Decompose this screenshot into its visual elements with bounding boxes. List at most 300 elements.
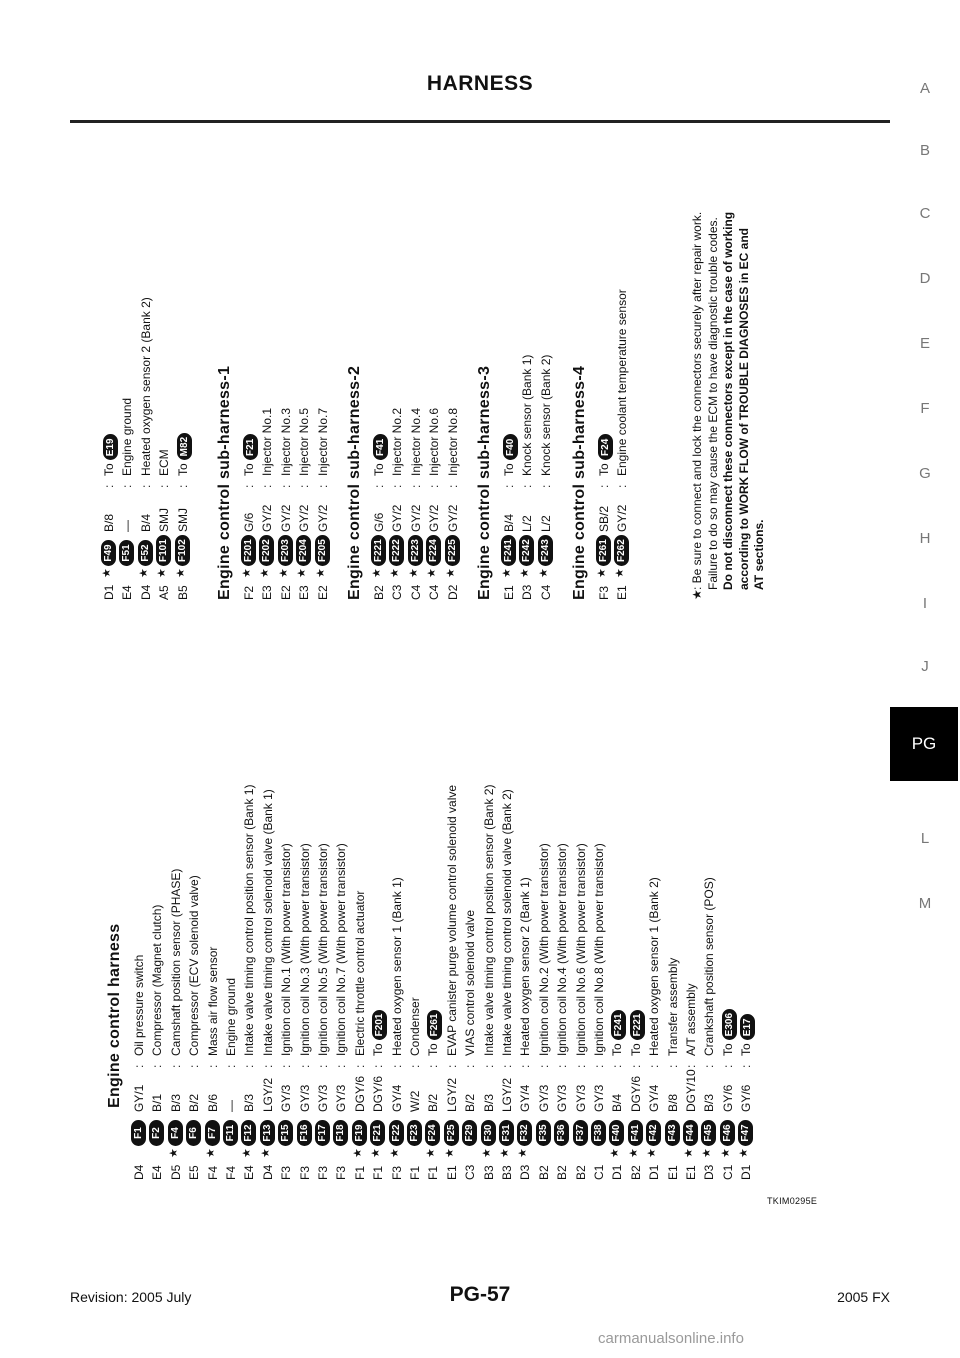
- separator: :: [316, 1064, 330, 1068]
- connector-description: Heated oxygen sensor 2 (Bank 2): [138, 297, 153, 476]
- separator: :: [389, 1064, 404, 1068]
- separator: :: [242, 1064, 257, 1068]
- connector-color: DGY/6: [371, 1075, 386, 1112]
- connector-number: F30: [481, 1120, 496, 1146]
- connector-description: Mass air flow sensor: [205, 946, 220, 1056]
- star-icon: ★: [425, 1148, 438, 1158]
- connector-color: B/1: [150, 1093, 165, 1112]
- connector-number: F25: [444, 1120, 459, 1146]
- separator: :: [408, 484, 423, 488]
- connector-number: F45: [701, 1120, 716, 1146]
- grid-position: D2: [445, 584, 460, 600]
- harness-row: [627, 680, 645, 1180]
- section-index-l[interactable]: L: [920, 830, 930, 847]
- connector-number: F42: [646, 1120, 661, 1146]
- reference-connector: E306: [722, 1009, 737, 1040]
- connector-number: F101: [156, 535, 171, 566]
- star-icon: ★: [204, 1148, 217, 1158]
- separator: :: [150, 1064, 165, 1068]
- separator: :: [610, 1064, 625, 1068]
- connector-number: F46: [720, 1120, 735, 1146]
- section-index: [894, 80, 960, 1040]
- harness-row: [222, 680, 240, 1180]
- reference-connector: F21: [243, 434, 258, 460]
- connector-color: DGY/10: [684, 1069, 698, 1112]
- separator: :: [628, 1064, 643, 1068]
- harness-row: [645, 680, 663, 1180]
- connector-description: Engine coolant temperature sensor: [615, 289, 630, 476]
- harness-row: [700, 680, 718, 1180]
- section-title: Engine control sub-harness-2: [346, 365, 363, 600]
- separator: :: [102, 484, 116, 488]
- star-icon: ★: [351, 1148, 364, 1158]
- connector-color: SB/2: [597, 505, 611, 532]
- harness-row: [296, 680, 314, 1180]
- connector-description: Ignition coil No.2 (With power transistor): [536, 843, 551, 1056]
- harness-row: [613, 100, 631, 600]
- connector-color: DGY/6: [628, 1075, 643, 1112]
- connector-number: F7: [205, 1120, 220, 1146]
- star-icon: ★: [388, 1148, 401, 1158]
- star-icon: ★: [738, 1148, 751, 1158]
- harness-row: [258, 100, 276, 600]
- connector-number: F4: [168, 1120, 183, 1146]
- model-label: 2005 FX: [837, 1289, 890, 1305]
- connector-number: F205: [315, 535, 330, 566]
- section-index-f[interactable]: F: [920, 400, 930, 417]
- reference-connector: F41: [373, 434, 388, 460]
- section-title: Engine control sub-harness-1: [216, 365, 233, 600]
- harness-row: [332, 680, 350, 1180]
- separator: :: [463, 1064, 478, 1068]
- grid-position: F3: [334, 1165, 349, 1180]
- star-icon: ★: [701, 1148, 714, 1158]
- reference-connector: F221: [630, 1010, 645, 1041]
- grid-position: D3: [520, 584, 535, 600]
- star-icon: ★: [314, 568, 327, 578]
- grid-position: E4: [150, 1165, 165, 1180]
- connector-description: Oil pressure switch: [132, 954, 146, 1056]
- connector-color: GY/4: [647, 1084, 662, 1112]
- reference-connector: E19: [103, 434, 118, 460]
- connector-description: Ignition coil No.5 (With power transistor): [316, 843, 330, 1056]
- harness-row: [590, 680, 608, 1180]
- connector-description: Intake valve timing control position sensor (Bank 2): [481, 784, 496, 1056]
- grid-position: F4: [224, 1165, 238, 1180]
- grid-position: D1: [102, 584, 116, 600]
- connector-description: Intake valve timing control solenoid valve (Bank 1): [260, 789, 275, 1056]
- harness-row: [388, 680, 406, 1180]
- harness-row: [572, 680, 590, 1180]
- connector-color: B/2: [463, 1093, 478, 1112]
- connector-number: F16: [297, 1120, 312, 1146]
- section-title: Engine control sub-harness-4: [571, 365, 588, 600]
- separator: :: [279, 1064, 294, 1068]
- harness-row: [174, 100, 192, 600]
- harness-row: [369, 680, 387, 1180]
- grid-position: F3: [389, 1165, 404, 1180]
- harness-row: [314, 100, 332, 600]
- connector-description: To: [242, 463, 256, 476]
- grid-position: D5: [168, 1164, 183, 1180]
- harness-row: [444, 100, 462, 600]
- grid-position: E2: [315, 585, 330, 600]
- connector-description: To: [175, 463, 190, 476]
- separator: :: [615, 484, 630, 488]
- connector-number: F18: [333, 1120, 348, 1146]
- star-icon: ★: [259, 568, 272, 578]
- harness-row: [100, 100, 118, 600]
- harness-row: [406, 680, 424, 1180]
- harness-row: [295, 100, 313, 600]
- connector-color: GY/2: [390, 504, 405, 532]
- harness-row: [185, 680, 203, 1180]
- separator: :: [187, 1064, 202, 1068]
- connector-color: B/3: [702, 1093, 717, 1112]
- star-icon: ★: [480, 1148, 493, 1158]
- connector-description: Injector No.5: [297, 407, 312, 476]
- connector-color: B/8: [665, 1093, 680, 1112]
- harness-row: [240, 100, 258, 600]
- star-icon: ★: [443, 1148, 456, 1158]
- star-icon: ★: [137, 568, 150, 578]
- separator: :: [390, 484, 405, 488]
- grid-position: F1: [426, 1165, 441, 1180]
- connector-color: GY/2: [445, 504, 460, 532]
- grid-position: E1: [665, 1165, 680, 1180]
- separator: :: [408, 1064, 422, 1068]
- connector-description: Intake valve timing control position sensor (Bank 1): [242, 784, 257, 1056]
- separator: :: [502, 484, 516, 488]
- grid-position: C4: [427, 584, 442, 600]
- grid-position: F3: [279, 1165, 294, 1180]
- star-icon: ★: [537, 568, 550, 578]
- connector-number: F51: [119, 540, 134, 566]
- grid-position: C1: [720, 1164, 735, 1180]
- connector-description: Condenser: [408, 997, 422, 1056]
- grid-position: F2: [242, 585, 256, 600]
- connector-description: Heated oxygen sensor 2 (Bank 1): [518, 877, 533, 1056]
- separator: :: [297, 484, 312, 488]
- separator: :: [168, 1064, 183, 1068]
- star-icon: ★: [609, 1148, 622, 1158]
- connector-number: F201: [241, 535, 256, 566]
- harness-row: [204, 680, 222, 1180]
- connector-number: F31: [499, 1120, 514, 1146]
- separator: :: [536, 1064, 551, 1068]
- star-icon: ★: [241, 1148, 254, 1158]
- harness-row: [719, 680, 737, 1180]
- connector-number: F36: [554, 1120, 569, 1146]
- note-line: Failure to do so may cause the ECM to have diagnostic trouble codes.: [705, 217, 720, 590]
- connector-color: B/4: [502, 513, 516, 532]
- grid-position: C3: [463, 1164, 478, 1180]
- star-icon: ★: [646, 1148, 659, 1158]
- separator: :: [720, 1064, 735, 1068]
- star-icon: ★: [501, 568, 513, 578]
- connector-color: GY/4: [518, 1084, 533, 1112]
- section-title: Engine control harness: [106, 923, 123, 1108]
- connector-description: Injector No.4: [408, 407, 423, 476]
- harness-row: [535, 680, 553, 1180]
- harness-row: [314, 680, 332, 1180]
- grid-position: D3: [702, 1164, 717, 1180]
- connector-description: Transfer assembly: [665, 957, 680, 1056]
- harness-row: [407, 100, 425, 600]
- grid-position: C4: [538, 584, 553, 600]
- star-icon: ★: [277, 568, 290, 578]
- grid-position: F3: [597, 585, 611, 600]
- section-index-g[interactable]: G: [919, 465, 931, 482]
- connector-color: B/2: [426, 1093, 441, 1112]
- connector-description: Heated oxygen sensor 1 (Bank 1): [389, 877, 404, 1056]
- separator: :: [242, 484, 256, 488]
- footer: [70, 1283, 890, 1313]
- connector-description: Heated oxygen sensor 1 (Bank 2): [647, 877, 662, 1056]
- connector-number: F37: [573, 1120, 588, 1146]
- connector-description: Knock sensor (Bank 1): [520, 354, 535, 476]
- connector-number: F40: [609, 1120, 624, 1146]
- connector-color: GY/2: [427, 504, 442, 532]
- connector-description: Knock sensor (Bank 2): [538, 354, 553, 476]
- connector-description: Injector No.7: [315, 407, 330, 476]
- grid-position: E3: [260, 585, 275, 600]
- connector-color: GY/3: [573, 1084, 588, 1112]
- connector-color: GY/2: [297, 504, 312, 532]
- grid-position: D1: [647, 1164, 662, 1180]
- star-icon: ★: [596, 568, 608, 578]
- grid-position: B5: [175, 585, 190, 600]
- connector-description: Electric throttle control actuator: [352, 890, 367, 1056]
- grid-position: E1: [444, 1165, 459, 1180]
- grid-position: B2: [372, 585, 386, 600]
- harness-row: [537, 100, 555, 600]
- connector-description: Crankshaft position sensor (POS): [702, 877, 717, 1056]
- harness-row: [424, 680, 442, 1180]
- grid-position: D4: [132, 1164, 146, 1180]
- separator: :: [427, 484, 442, 488]
- star-icon: ★: [627, 1148, 640, 1158]
- reference-connector: F201: [372, 1010, 387, 1041]
- section-title: Engine control sub-harness-3: [476, 365, 493, 600]
- grid-position: D3: [518, 1164, 533, 1180]
- connector-color: B/6: [205, 1093, 220, 1112]
- grid-position: E2: [278, 585, 293, 600]
- separator: :: [538, 484, 553, 488]
- grid-position: F1: [371, 1165, 386, 1180]
- section-index-d[interactable]: D: [919, 270, 931, 287]
- connector-color: GY/2: [260, 504, 275, 532]
- grid-position: E1: [615, 585, 630, 600]
- connector-number: F243: [538, 535, 553, 566]
- connector-number: F241: [501, 535, 516, 566]
- connector-color: GY/3: [334, 1084, 349, 1112]
- section-index-h[interactable]: H: [919, 530, 931, 547]
- revision-label: Revision: 2005 July: [70, 1289, 192, 1305]
- harness-row: [553, 680, 571, 1180]
- page-title: HARNESS: [426, 72, 534, 95]
- connector-description: To: [502, 463, 516, 476]
- connector-number: F47: [738, 1120, 753, 1146]
- grid-position: C1: [592, 1164, 606, 1180]
- separator: :: [120, 484, 135, 488]
- reference-connector: F40: [503, 434, 518, 460]
- section-index-b[interactable]: B: [919, 142, 930, 159]
- harness-row: [608, 680, 626, 1180]
- harness-row: [155, 100, 173, 600]
- connector-number: F202: [259, 535, 274, 566]
- connector-description: Intake valve timing control solenoid valve (Bank 2): [500, 789, 514, 1056]
- star-icon: ★: [389, 568, 402, 578]
- connector-color: GY/4: [389, 1084, 404, 1112]
- star-icon: ★: [519, 568, 532, 578]
- harness-row: [443, 680, 461, 1180]
- connector-number: F21: [370, 1120, 385, 1146]
- connector-description: To: [597, 463, 611, 476]
- connector-color: GY/3: [279, 1084, 294, 1112]
- connector-description: Injector No.6: [427, 407, 442, 476]
- grid-position: E1: [502, 585, 516, 600]
- connector-number: F19: [352, 1120, 367, 1146]
- harness-row: [130, 680, 148, 1180]
- connector-description: To: [720, 1043, 735, 1056]
- star-icon: ★: [690, 589, 704, 600]
- star-icon: ★: [296, 568, 309, 578]
- grid-position: C3: [390, 584, 405, 600]
- connector-color: GY/3: [536, 1084, 551, 1112]
- separator: :: [702, 1064, 717, 1068]
- connector-description: Ignition coil No.3 (With power transistor): [297, 843, 312, 1056]
- connector-number: F262: [614, 535, 629, 566]
- connector-description: To: [426, 1043, 441, 1056]
- star-icon: ★: [101, 568, 113, 578]
- connector-description: ECM: [157, 449, 172, 476]
- grid-position: D4: [260, 1164, 275, 1180]
- separator: :: [500, 1064, 514, 1068]
- connector-number: F38: [591, 1120, 606, 1146]
- separator: :: [597, 484, 611, 488]
- star-icon: ★: [683, 1148, 695, 1158]
- connector-color: W/2: [408, 1090, 422, 1112]
- separator: :: [132, 1064, 146, 1068]
- harness-row: [664, 680, 682, 1180]
- harness-row: [500, 100, 518, 600]
- connector-number: F35: [536, 1120, 551, 1146]
- reference-connector: F24: [598, 434, 613, 460]
- connector-color: —: [224, 1100, 238, 1112]
- grid-position: B2: [573, 1165, 588, 1180]
- separator: :: [260, 1064, 275, 1068]
- section-index-e[interactable]: E: [919, 335, 930, 352]
- connector-description: Engine ground: [120, 397, 135, 476]
- reference-connector: M82: [177, 433, 192, 460]
- connector-number: F24: [425, 1120, 440, 1146]
- connector-number: F242: [519, 535, 534, 566]
- connector-color: GY/3: [592, 1084, 606, 1112]
- harness-row: [277, 680, 295, 1180]
- connector-number: F29: [462, 1120, 477, 1146]
- grid-position: B3: [500, 1165, 514, 1180]
- harness-row: [425, 100, 443, 600]
- connector-color: LGY/2: [500, 1077, 514, 1112]
- connector-description: Compressor (ECV solenoid valve): [187, 875, 202, 1056]
- connector-color: GY/2: [615, 504, 630, 532]
- section-index-pg[interactable]: PG: [890, 707, 958, 781]
- star-icon: ★: [517, 1148, 530, 1158]
- section-index-a[interactable]: A: [919, 80, 930, 97]
- grid-position: B2: [555, 1165, 570, 1180]
- section-index-m[interactable]: M: [918, 895, 932, 912]
- separator: :: [518, 1064, 533, 1068]
- connector-description: VIAS control solenoid valve: [463, 909, 478, 1056]
- star-icon: ★: [259, 1148, 272, 1158]
- section-index-c[interactable]: C: [919, 205, 931, 222]
- connector-color: B/4: [610, 1093, 625, 1112]
- harness-row: [118, 100, 136, 600]
- connector-description: Ignition coil No.4 (With power transistor): [555, 843, 570, 1056]
- connector-color: GY/1: [132, 1084, 146, 1112]
- connector-number: F1: [131, 1120, 146, 1146]
- connector-number: F43: [665, 1120, 680, 1146]
- separator: :: [352, 1064, 367, 1068]
- connector-description: Engine ground: [224, 977, 238, 1056]
- connector-number: F223: [408, 535, 423, 566]
- star-icon: ★: [371, 568, 383, 578]
- grid-position: F1: [352, 1165, 367, 1180]
- connector-number: F225: [445, 535, 460, 566]
- connector-color: B/2: [187, 1093, 202, 1112]
- separator: :: [297, 1064, 312, 1068]
- connector-description: Camshaft position sensor (PHASE): [168, 868, 183, 1056]
- separator: :: [260, 484, 275, 488]
- star-icon: ★: [370, 1148, 383, 1158]
- connector-color: DGY/6: [352, 1075, 367, 1112]
- connector-number: F6: [186, 1120, 201, 1146]
- connector-color: GY/3: [555, 1084, 570, 1112]
- star-icon: ★: [499, 1148, 511, 1158]
- connector-number: F203: [278, 535, 293, 566]
- harness-row: [137, 100, 155, 600]
- connector-description: To: [371, 1043, 386, 1056]
- connector-number: F261: [596, 535, 611, 566]
- harness-row: [167, 680, 185, 1180]
- connector-color: G/6: [372, 512, 386, 532]
- connector-description: To: [372, 463, 386, 476]
- harness-row: [148, 680, 166, 1180]
- grid-position: E1: [684, 1165, 698, 1180]
- connector-number: F13: [260, 1120, 275, 1146]
- grid-position: F4: [205, 1165, 220, 1180]
- connector-description: To: [610, 1043, 625, 1056]
- connector-number: F23: [407, 1120, 422, 1146]
- reference-connector: E17: [740, 1014, 755, 1040]
- grid-position: E3: [297, 585, 312, 600]
- connector-description: EVAP canister purge volume control solenoid valve: [444, 784, 459, 1056]
- grid-position: D4: [138, 584, 153, 600]
- separator: :: [334, 1064, 349, 1068]
- star-icon: ★: [426, 568, 439, 578]
- connector-description: Injector No.1: [260, 407, 275, 476]
- section-index-i[interactable]: I: [922, 595, 928, 612]
- connector-color: L/2: [520, 515, 535, 532]
- connector-color: GY/6: [720, 1084, 735, 1112]
- connector-color: SMJ: [175, 508, 190, 532]
- star-icon: ★: [719, 1148, 732, 1158]
- connector-color: GY/2: [278, 504, 293, 532]
- section-index-j[interactable]: J: [921, 658, 929, 675]
- grid-position: E5: [187, 1165, 202, 1180]
- harness-row: [388, 100, 406, 600]
